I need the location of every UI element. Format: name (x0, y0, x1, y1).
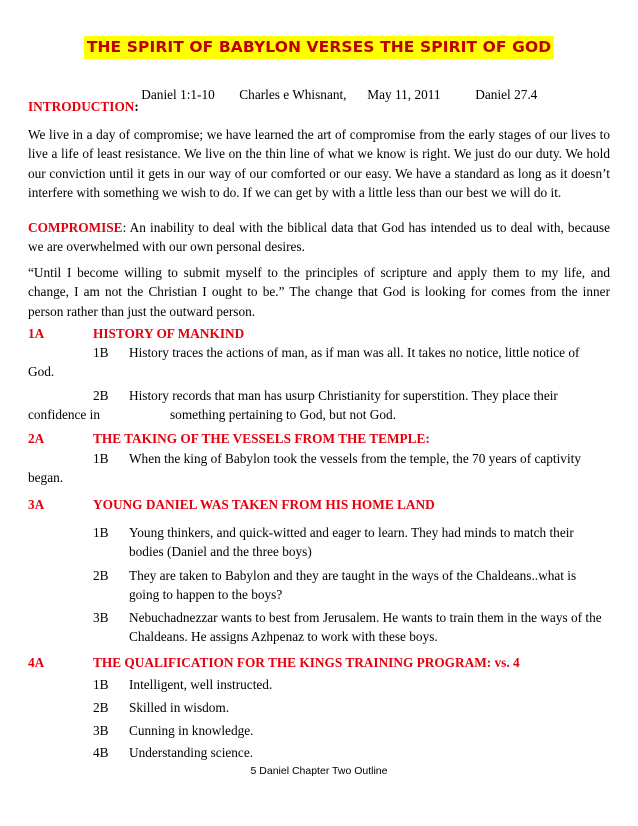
item-label: 1B (93, 345, 109, 360)
item-text: Skilled in wisdom. (129, 700, 230, 715)
section-heading-3a (28, 497, 435, 513)
item-label: 1B (93, 525, 109, 540)
item-continuation: confidence in (28, 407, 100, 422)
introduction-label: INTRODUCTION (28, 99, 135, 114)
item-text: Nebuchadnezzar wants to best from Jerusalem. He wants to train them in the ways of the (129, 610, 602, 625)
item-label: 3B (93, 610, 109, 625)
section-number: 1A (28, 326, 45, 341)
item-continuation: began. (28, 470, 64, 485)
item-continuation: bodies (Daniel and the three boys) (129, 544, 312, 559)
item-label: 2B (93, 388, 109, 403)
item-text: When the king of Babylon took the vessels from the temple, the 70 years of captivity (129, 451, 581, 466)
item-continuation: God. (28, 364, 55, 379)
meta-date: May 11, 2011 (367, 87, 441, 102)
item-label: 3B (93, 723, 109, 738)
introduction-heading (28, 97, 610, 116)
item-label: 2B (93, 568, 109, 583)
item-text: Young thinkers, and quick-witted and eager to learn. They had minds to match their (129, 525, 574, 540)
section-title: HISTORY OF MANKIND (93, 326, 245, 341)
item-continuation: something pertaining to God, but not God. (170, 407, 397, 422)
item-label: 4B (93, 745, 109, 760)
meta-ref: Daniel 27.4 (475, 87, 538, 102)
item-text: They are taken to Babylon and they are taught in the ways of the Chaldeans..what is (129, 568, 577, 583)
item-text: History records that man has usurp Christianity for superstition. They place their (129, 388, 558, 403)
item-text: History traces the actions of man, as if man was all. It takes no notice, little notice of (129, 345, 580, 360)
meta-scripture: Daniel 1:1-10 (141, 87, 215, 102)
section-number: 2A (28, 431, 45, 446)
document-title: THE SPIRIT OF BABYLON VERSES THE SPIRIT OF GOD (84, 36, 554, 59)
item-text: Understanding science. (129, 745, 254, 760)
section-heading-4a (28, 655, 520, 671)
item-label: 1B (93, 451, 109, 466)
compromise-text: An inability to deal with the biblical data that God has intended us to deal with, because we are overwhelmed with our own personal desires. (28, 220, 610, 255)
section-number: 3A (28, 497, 45, 512)
introduction-colon: : (134, 99, 139, 114)
item-text: Cunning in knowledge. (129, 723, 254, 738)
title-wrap (0, 36, 638, 59)
section-title: THE TAKING OF THE VESSELS FROM THE TEMPLE: (93, 431, 430, 446)
section-number: 4A (28, 655, 45, 670)
quote-paragraph: “Until I become willing to submit myself to the principles of scripture and apply them to my life, and change, I am not the Christian I ought to be.” The change that God is looking for comes from the inner person rather than just the outward person. (28, 265, 610, 319)
compromise-label: COMPROMISE (28, 220, 123, 235)
section-title: THE QUALIFICATION FOR THE KINGS TRAINING PROGRAM: vs. 4 (93, 655, 520, 670)
meta-author: Charles e Whisnant, (239, 87, 347, 102)
section-heading-1a (28, 326, 244, 342)
item-label: 2B (93, 700, 109, 715)
item-continuation: going to happen to the boys? (129, 587, 283, 602)
section-title: YOUNG DANIEL WAS TAKEN FROM HIS HOME LAND (93, 497, 435, 512)
compromise-colon: : (122, 220, 127, 235)
item-continuation: Chaldeans. He assigns Azhpenaz to work with these boys. (129, 629, 438, 644)
item-label: 1B (93, 677, 109, 692)
compromise-paragraph (28, 218, 610, 257)
item-text: Intelligent, well instructed. (129, 677, 273, 692)
introduction-text: We live in a day of compromise; we have learned the art of compromise from the early stages of our lives to live a life of least resistance. We live on the thin line of what we know is right. We just do our duty. We hold our conviction until it gets in our way of our comforted or our easy. We have a standard as long as it doesn’t interfere with something we wish to do. If we can get by with a little less than our best we will do it. (28, 127, 610, 201)
page-footer: 5 Daniel Chapter Two Outline (250, 765, 388, 777)
section-heading-2a (28, 431, 430, 447)
